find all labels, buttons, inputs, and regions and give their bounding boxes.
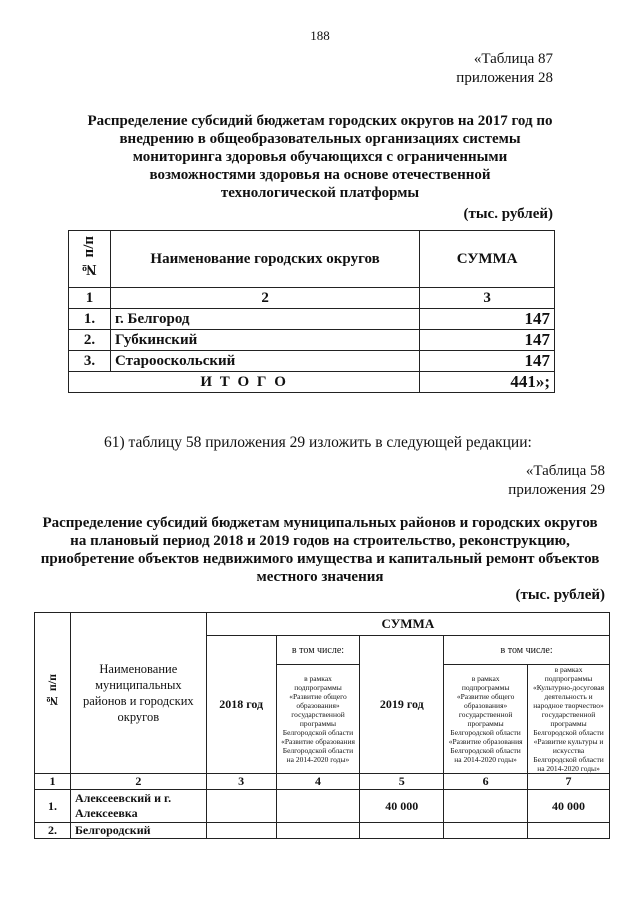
table87 (68, 230, 555, 393)
table58-annex-label (400, 462, 605, 500)
table-row (69, 351, 555, 372)
table87-title-line: внедрению в общеобразовательных организациях системы (119, 131, 521, 147)
row-sum: 147 (420, 330, 555, 351)
row-name: Алексеевский и г. Алексеевка (70, 790, 206, 823)
row-2019-education (444, 790, 528, 823)
table87-annex-line2: приложения 28 (456, 70, 553, 86)
col-number: 2 (70, 774, 206, 790)
row-name: Белгородский (70, 823, 206, 839)
row-sum: 147 (420, 351, 555, 372)
table87-title (60, 112, 580, 202)
table87-annex-line1: «Таблица 87 (473, 51, 553, 67)
header-2018-in-that-number: в том числе: (276, 636, 360, 665)
row-num: 3. (69, 351, 111, 372)
table87-title-line: технологической платформы (220, 185, 420, 201)
table87-column-numbers (69, 288, 555, 309)
total-label: И Т О Г О (69, 372, 420, 393)
page-number: 188 (310, 28, 330, 43)
table58-header-sum-row (35, 613, 610, 636)
row-2019-culture (528, 823, 610, 839)
table58-column-numbers (35, 774, 610, 790)
table58-units: (тыс. рублей) (515, 587, 605, 603)
header-sum: СУММА (206, 613, 609, 636)
table-row (35, 823, 610, 839)
row-sum: 147 (420, 309, 555, 330)
table58-annex-line1: «Таблица 58 (525, 463, 605, 479)
table87-title-line: возможностями здоровья на основе отечественной (149, 167, 491, 183)
col-number: 1 (35, 774, 71, 790)
table58-title (20, 514, 620, 586)
table58-title-line: Распределение субсидий бюджетам муниципальных районов и городских округов (42, 515, 598, 531)
total-row (69, 372, 555, 393)
col-number: 4 (276, 774, 360, 790)
row-2018-education (276, 823, 360, 839)
row-2019-education (444, 823, 528, 839)
row-num: 1. (35, 790, 71, 823)
total-value: 441»; (420, 372, 555, 393)
program-2019-culture: в рамках подпрограммы «Культурно-досуговая деятельность и народное творчество» государственной программы Белгородской области «Развитие культуры и искусства Белгородской области на 2014-2020 годы» (528, 665, 610, 774)
col-number: 6 (444, 774, 528, 790)
instruction-paragraph: 61) таблицу 58 приложения 29 изложить в следующей редакции: (104, 434, 532, 451)
row-num: 2. (35, 823, 71, 839)
header-sum: СУММА (420, 231, 555, 288)
table58-annex-line2: приложения 29 (508, 482, 605, 498)
col-number: 7 (528, 774, 610, 790)
col-number: 5 (360, 774, 444, 790)
row-2019 (360, 823, 444, 839)
table-row (69, 309, 555, 330)
row-name: Губкинский (110, 330, 419, 351)
program-2018-education: в рамках подпрограммы «Развитие общего образования» государственной программы Белгородской области «Развитие образования Белгородской области на 2014-2020 годы» (276, 665, 360, 774)
header-num: № п/п (35, 613, 71, 774)
col-number: 3 (206, 774, 276, 790)
row-2018 (206, 790, 276, 823)
row-2018-education (276, 790, 360, 823)
table58-title-line: приобретение объектов недвижимого имущества и капитальный ремонт объектов (40, 551, 600, 567)
header-2019: 2019 год (360, 636, 444, 774)
row-2019: 40 000 (360, 790, 444, 823)
table58-title-line: на плановый период 2018 и 2019 годов на строительство, реконструкцию, (70, 533, 570, 549)
header-2019-in-that-number: в том числе: (444, 636, 610, 665)
col-number: 1 (69, 288, 111, 309)
row-num: 1. (69, 309, 111, 330)
table87-title-line: Распределение субсидий бюджетам городских округов на 2017 год по (87, 113, 553, 129)
program-2019-education: в рамках подпрограммы «Развитие общего образования» государственной программы Белгородской области «Развитие образования Белгородской области на 2014-2020 годы» (444, 665, 528, 774)
table58-title-line: местного значения (256, 569, 384, 585)
header-2018: 2018 год (206, 636, 276, 774)
table-row (35, 790, 610, 823)
table87-header-row (69, 231, 555, 288)
row-2018 (206, 823, 276, 839)
col-number: 2 (110, 288, 419, 309)
row-2019-culture: 40 000 (528, 790, 610, 823)
row-name: Старооскольский (110, 351, 419, 372)
table58 (34, 612, 610, 839)
table87-title-line: мониторинга здоровья обучающихся с ограниченными (132, 149, 508, 165)
row-name: г. Белгород (110, 309, 419, 330)
header-name: Наименование городских округов (110, 231, 419, 288)
header-num: № п/п (69, 231, 111, 288)
col-number: 3 (420, 288, 555, 309)
table-row (69, 330, 555, 351)
table87-units: (тыс. рублей) (463, 206, 553, 222)
header-name: Наименование муниципальных районов и городских округов (70, 613, 206, 774)
row-num: 2. (69, 330, 111, 351)
table87-annex-label (340, 50, 553, 88)
